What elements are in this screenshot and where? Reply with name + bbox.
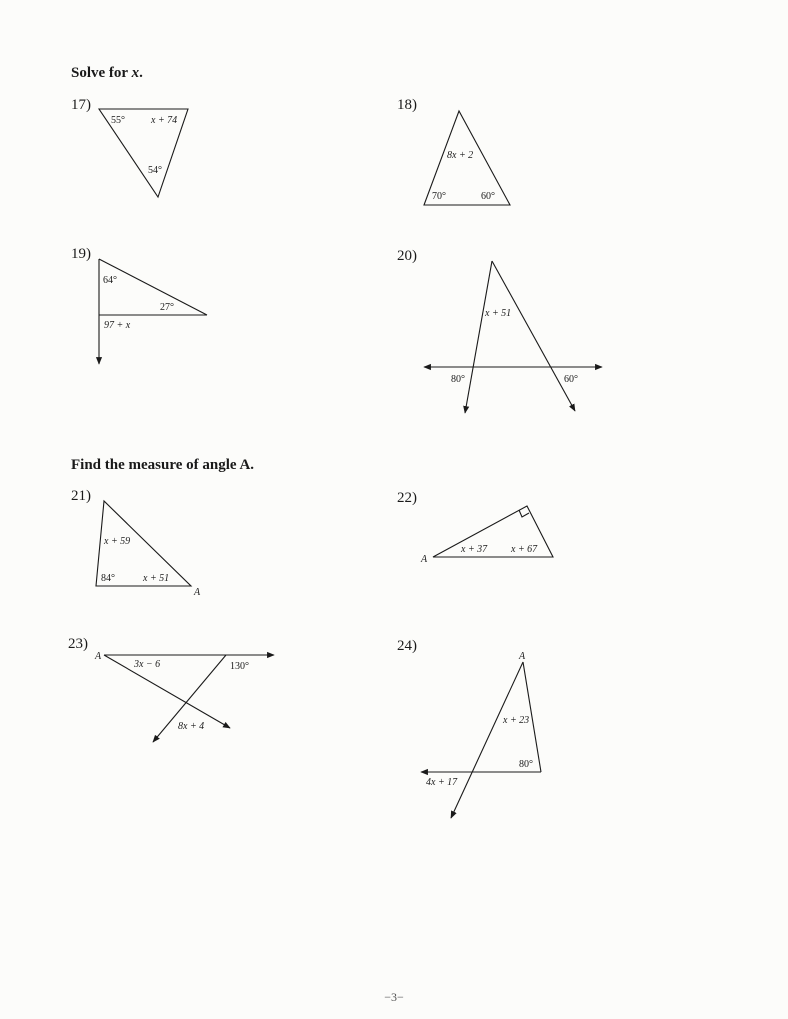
label-17-a: 55° xyxy=(111,115,125,126)
label-17-b: x + 74 xyxy=(151,115,178,126)
problem-20-number: 20) xyxy=(397,248,417,264)
problem-22-number: 22) xyxy=(397,490,417,506)
label-24-c: 4x + 17 xyxy=(426,777,458,788)
label-20-c: 60° xyxy=(564,374,578,385)
label-20-a: x + 51 xyxy=(485,308,512,319)
label-24-a: x + 23 xyxy=(503,715,530,726)
ray-20-right xyxy=(492,261,575,411)
label-23-a: 3x − 6 xyxy=(134,659,161,670)
ray-20-left xyxy=(465,261,492,413)
label-23-vertex: A xyxy=(95,651,102,662)
page-number: −3− xyxy=(384,990,404,1004)
figure-20 xyxy=(424,261,602,413)
section-2-heading: Find the measure of angle A. xyxy=(71,457,255,473)
label-21-b: 84° xyxy=(101,573,115,584)
figure-21 xyxy=(96,501,201,598)
label-24-b: 80° xyxy=(519,759,533,770)
problem-24-number: 24) xyxy=(397,638,417,654)
label-23-c: 8x + 4 xyxy=(178,721,205,732)
label-17-c: 54° xyxy=(148,165,162,176)
figure-17 xyxy=(99,109,188,197)
figure-22 xyxy=(420,506,553,565)
label-19-c: 97 + x xyxy=(104,320,131,331)
figure-23 xyxy=(94,651,274,742)
label-22-b: x + 67 xyxy=(511,544,538,555)
label-18-a: 8x + 2 xyxy=(447,150,474,161)
problem-23-number: 23) xyxy=(68,636,88,652)
label-21-c: x + 51 xyxy=(143,573,170,584)
label-19-a: 64° xyxy=(103,275,117,286)
label-22-a: x + 37 xyxy=(461,544,488,555)
problem-17-number: 17) xyxy=(71,97,91,113)
label-21-a: x + 59 xyxy=(104,536,131,547)
ray-24-left xyxy=(451,662,523,818)
label-18-b: 70° xyxy=(432,191,446,202)
section-1-heading: Solve for x. xyxy=(71,65,143,81)
label-24-vertex: A xyxy=(519,651,526,662)
problem-19-number: 19) xyxy=(71,246,91,262)
label-22-vertex: A xyxy=(421,554,428,565)
right-angle-mark-22 xyxy=(519,510,529,517)
figure-18 xyxy=(424,111,510,205)
label-18-c: 60° xyxy=(481,191,495,202)
label-23-b: 130° xyxy=(230,661,249,672)
segment-19-hyp xyxy=(99,259,207,315)
label-20-b: 80° xyxy=(451,374,465,385)
label-21-vertex: A xyxy=(194,587,201,598)
figure-19 xyxy=(99,259,207,364)
label-19-b: 27° xyxy=(160,302,174,313)
problem-18-number: 18) xyxy=(397,97,417,113)
ray-23-diag xyxy=(104,655,230,728)
problem-21-number: 21) xyxy=(71,488,91,504)
figure-24 xyxy=(421,651,541,818)
